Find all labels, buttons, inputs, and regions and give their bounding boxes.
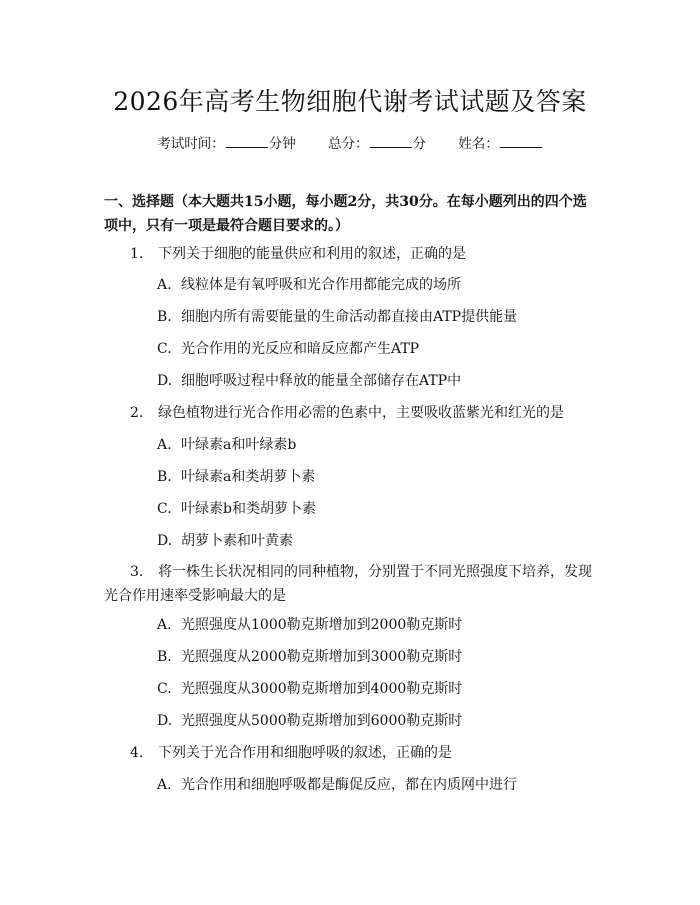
answer-option [157,646,462,668]
option-text: 光照强度从5000勒克斯增加到6000勒克斯时 [181,713,463,729]
option-text: 胡萝卜素和叶黄素 [181,533,293,549]
option-text: 光照强度从2000勒克斯增加到3000勒克斯时 [181,649,463,665]
exam-time-blank [226,135,268,148]
exam-info-line [0,132,700,152]
answer-option [157,306,517,328]
question-text: 将一株生长状况相同的同种植物，分别置于不同光照强度下培养，发现光合作用速率受影响最大的是 [104,564,592,604]
answer-option [157,434,296,456]
option-text: 叶绿素b和类胡萝卜素 [181,501,316,517]
exam-time-label: 考试时间： [157,136,225,152]
exam-time-field [157,132,296,152]
total-score-label: 总分： [328,136,369,152]
student-name-blank [500,135,542,148]
answer-option [157,530,293,552]
option-letter: B. [157,469,172,485]
question-number: 2. [130,405,144,421]
student-name-label: 姓名： [458,136,499,152]
exam-time-unit: 分钟 [268,136,296,152]
option-letter: B. [157,649,172,665]
question-stem [130,402,564,424]
total-score-field [328,132,426,152]
page-title: 2026年高考生物细胞代谢考试试题及答案 [113,87,587,116]
option-text: 光合作用和细胞呼吸都是酶促反应，都在内质网中进行 [181,777,517,793]
answer-option [157,466,315,488]
option-letter: A. [157,617,172,633]
answer-option [157,338,419,360]
total-score-blank [370,135,412,148]
answer-option [157,614,462,636]
question-text: 绿色植物进行光合作用必需的色素中，主要吸收蓝紫光和红光的是 [158,405,564,421]
question-number: 4. [130,745,144,761]
option-letter: C. [157,681,172,697]
option-letter: D. [157,533,173,549]
option-text: 光合作用的光反应和暗反应都产生ATP [181,341,420,357]
answer-option [157,678,462,700]
option-text: 叶绿素a和叶绿素b [181,437,297,453]
option-text: 光照强度从1000勒克斯增加到2000勒克斯时 [181,617,463,633]
question-stem [104,560,596,608]
option-letter: D. [157,373,173,389]
question-stem [130,243,466,265]
option-text: 光照强度从3000勒克斯增加到4000勒克斯时 [181,681,463,697]
answer-option [157,774,517,796]
option-text: 细胞呼吸过程中释放的能量全部储存在ATP中 [181,373,462,389]
student-name-field [458,132,543,152]
question-stem [130,742,452,764]
question-number: 1. [130,246,144,262]
option-text: 叶绿素a和类胡萝卜素 [181,469,316,485]
answer-option [157,370,461,392]
total-score-unit: 分 [412,136,426,152]
question-number: 3. [130,564,144,580]
option-letter: A. [157,277,172,293]
option-letter: A. [157,437,172,453]
option-text: 线粒体是有氧呼吸和光合作用都能完成的场所 [181,277,461,293]
answer-option [157,274,461,296]
option-letter: C. [157,341,172,357]
section-heading: 一、选择题（本大题共15小题，每小题2分，共30分。在每小题列出的四个选项中，只有一项是最符合题目要求的。） [104,194,587,234]
option-letter: B. [157,309,172,325]
answer-option [157,710,462,732]
option-text: 细胞内所有需要能量的生命活动都直接由ATP提供能量 [181,309,518,325]
option-letter: D. [157,713,173,729]
question-text: 下列关于细胞的能量供应和利用的叙述，正确的是 [158,246,466,262]
option-letter: A. [157,777,172,793]
answer-option [157,498,316,520]
question-text: 下列关于光合作用和细胞呼吸的叙述，正确的是 [158,745,452,761]
option-letter: C. [157,501,172,517]
